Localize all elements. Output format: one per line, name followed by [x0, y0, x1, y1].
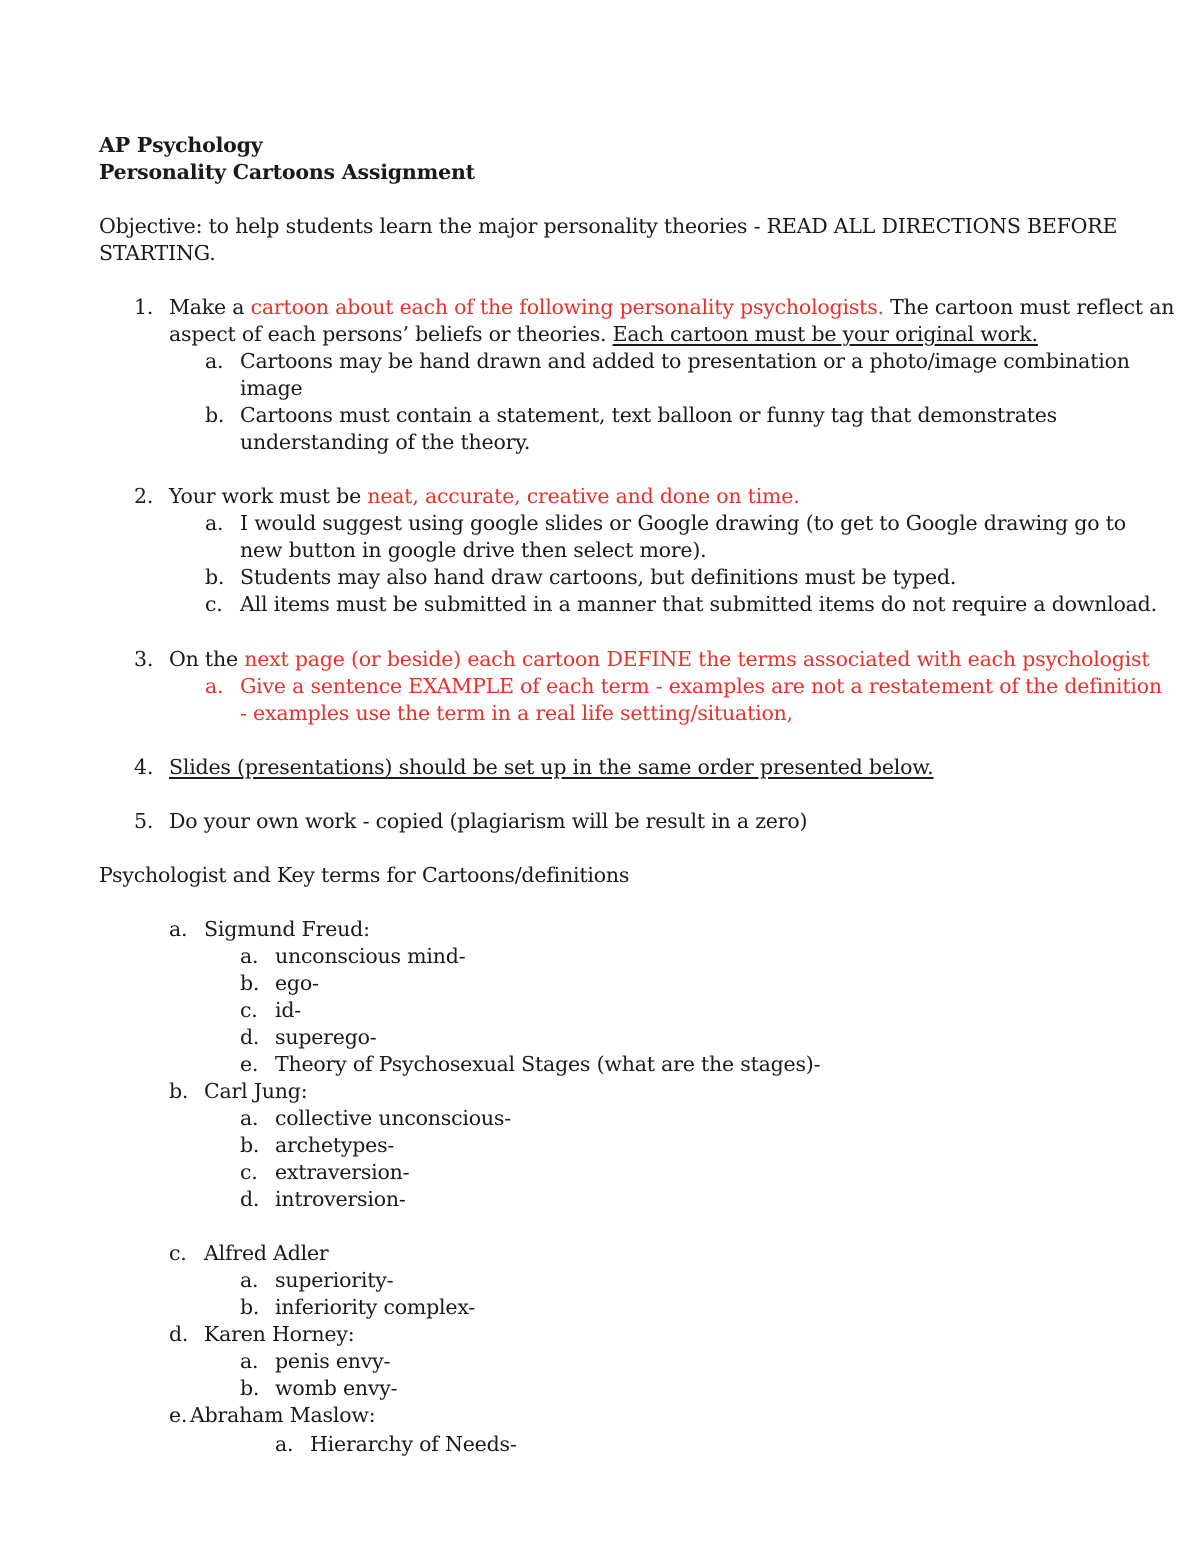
psychologist-name: Sigmund Freud: — [204, 917, 370, 941]
psychologist-marker: a. — [169, 917, 188, 941]
list-item-text: Do your own work - copied (plagiarism will be result in a zero) — [169, 809, 808, 833]
term-text: Hierarchy of Needs- — [310, 1432, 517, 1456]
list-item-text — [169, 321, 1038, 348]
term-text: Theory of Psychosexual Stages (what are the stages)- — [275, 1052, 821, 1076]
term-marker: a. — [240, 1268, 259, 1292]
psychologist-marker: c. — [169, 1241, 187, 1265]
sub-item-text: Cartoons must contain a statement, text balloon or funny tag that demonstrates — [240, 403, 1058, 427]
sub-item-text: understanding of the theory. — [240, 430, 531, 454]
list-item-text: Slides (presentations) should be set up in the same order presented below. — [169, 755, 934, 779]
underlined-text: Each cartoon must be your original work. — [612, 322, 1038, 346]
sub-list-marker: b. — [205, 565, 225, 589]
term-marker: c. — [240, 998, 258, 1022]
item-text: On the — [169, 647, 245, 671]
term-text: collective unconscious- — [275, 1106, 511, 1130]
item-text: The cartoon must reflect an — [883, 295, 1175, 319]
psychologist-name: Carl Jung: — [204, 1079, 308, 1103]
sub-item-text: new button in google drive then select more). — [240, 538, 707, 562]
sub-item-text: Cartoons may be hand drawn and added to presentation or a photo/image combination — [240, 349, 1130, 373]
document-subtitle: Personality Cartoons Assignment — [99, 160, 475, 184]
list-item-text — [169, 646, 1149, 673]
sub-item-text: All items must be submitted in a manner that submitted items do not require a download. — [240, 592, 1157, 616]
highlighted-text: neat, accurate, creative and done on time. — [367, 484, 800, 508]
term-text: extraversion- — [275, 1160, 410, 1184]
list-marker: 1. — [134, 295, 154, 319]
document-title: AP Psychology — [99, 133, 263, 157]
term-marker: a. — [240, 944, 259, 968]
term-marker: a. — [275, 1432, 294, 1456]
term-text: introversion- — [275, 1187, 406, 1211]
term-marker: b. — [240, 971, 260, 995]
list-marker: 5. — [134, 809, 154, 833]
psychologist-marker: b. — [169, 1079, 189, 1103]
term-text: unconscious mind- — [275, 944, 466, 968]
psychologist-marker: e. — [169, 1403, 188, 1427]
term-text: superiority- — [275, 1268, 394, 1292]
term-text: womb envy- — [275, 1376, 398, 1400]
item-text: Your work must be — [169, 484, 368, 508]
term-text: penis envy- — [275, 1349, 391, 1373]
objective-line-2: STARTING. — [99, 241, 216, 265]
sub-list-marker: a. — [205, 674, 224, 698]
sub-list-marker: a. — [205, 349, 224, 373]
list-item-text — [169, 483, 800, 510]
term-marker: a. — [240, 1349, 259, 1373]
objective-line-1: Objective: to help students learn the major personality theories - READ ALL DIRECTIONS BEFORE — [99, 214, 1118, 238]
sub-list-marker: a. — [205, 511, 224, 535]
item-text: aspect of each persons’ beliefs or theories. — [169, 322, 613, 346]
psychologist-marker: d. — [169, 1322, 189, 1346]
term-text: ego- — [275, 971, 319, 995]
term-text: id- — [275, 998, 302, 1022]
psychologist-name: Alfred Adler — [204, 1241, 329, 1265]
highlighted-text: cartoon about each of the following personality psychologists. — [250, 295, 884, 319]
term-text: superego- — [275, 1025, 377, 1049]
highlighted-text: next page (or beside) each cartoon DEFINE the terms associated with each psychologist — [244, 647, 1150, 671]
list-item-text — [169, 294, 1174, 321]
term-marker: b. — [240, 1133, 260, 1157]
term-marker: a. — [240, 1106, 259, 1130]
sub-list-marker: c. — [205, 592, 223, 616]
psychologist-name: Karen Horney: — [204, 1322, 355, 1346]
item-text: Make a — [169, 295, 251, 319]
term-marker: b. — [240, 1295, 260, 1319]
sub-item-text: I would suggest using google slides or Google drawing (to get to Google drawing go to — [240, 511, 1126, 535]
term-marker: d. — [240, 1187, 260, 1211]
list-marker: 4. — [134, 755, 154, 779]
term-text: archetypes- — [275, 1133, 395, 1157]
list-marker: 3. — [134, 647, 154, 671]
section-heading: Psychologist and Key terms for Cartoons/definitions — [99, 863, 630, 887]
list-marker: 2. — [134, 484, 154, 508]
sub-item-text: - examples use the term in a real life setting/situation, — [240, 701, 793, 725]
term-marker: c. — [240, 1160, 258, 1184]
term-marker: d. — [240, 1025, 260, 1049]
term-marker: e. — [240, 1052, 259, 1076]
sub-item-text: Students may also hand draw cartoons, but definitions must be typed. — [240, 565, 957, 589]
sub-list-marker: b. — [205, 403, 225, 427]
term-text: inferiority complex- — [275, 1295, 476, 1319]
term-marker: b. — [240, 1376, 260, 1400]
sub-item-text: Give a sentence EXAMPLE of each term - examples are not a restatement of the definition — [240, 674, 1162, 698]
psychologist-name: Abraham Maslow: — [190, 1403, 376, 1427]
sub-item-text: image — [240, 376, 303, 400]
